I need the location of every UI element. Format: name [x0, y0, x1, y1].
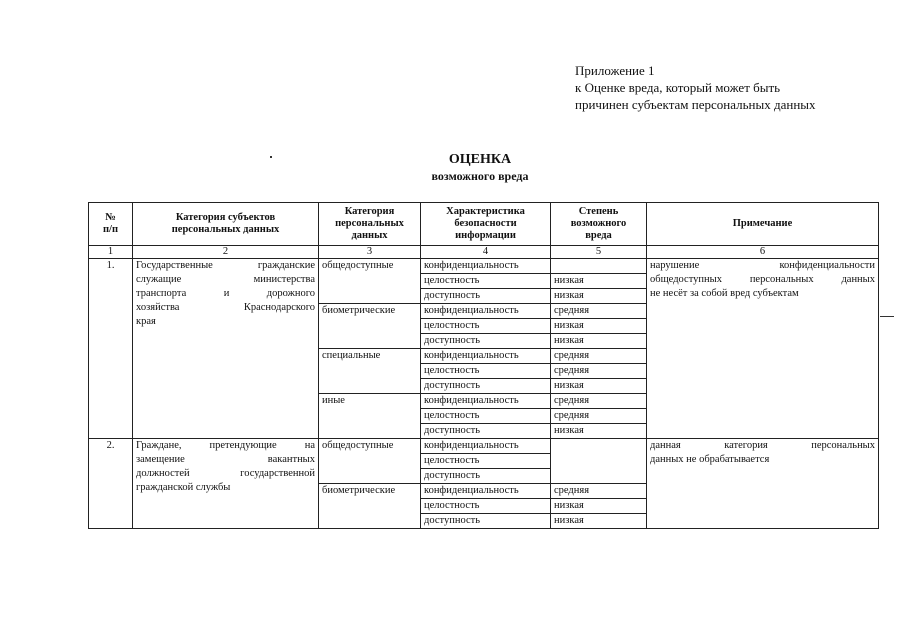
note-line: не несёт за собой вред субъектам: [650, 288, 799, 299]
header-category: [319, 203, 421, 246]
row-number: 1.: [89, 259, 133, 439]
security-characteristic: доступность: [421, 379, 551, 394]
security-characteristic: конфиденциальность: [421, 484, 551, 499]
table-header-row: [89, 203, 879, 246]
appendix-line-3: причинен субъектам персональных данных: [575, 97, 816, 112]
data-category: общедоступные: [319, 259, 421, 304]
harm-degree: низкая: [551, 289, 647, 304]
security-characteristic: целостность: [421, 409, 551, 424]
harm-degree: [551, 439, 647, 484]
security-characteristic: доступность: [421, 289, 551, 304]
harm-degree: низкая: [551, 319, 647, 334]
header-degree: [551, 203, 647, 246]
subject-line: Граждане, претендующие на: [136, 440, 315, 451]
security-characteristic: целостность: [421, 274, 551, 289]
column-number: 5: [551, 246, 647, 259]
harm-degree: средняя: [551, 304, 647, 319]
subject-line: хозяйства Краснодарского: [136, 302, 315, 313]
harm-degree: низкая: [551, 379, 647, 394]
header-characteristic: [421, 203, 551, 246]
column-number: 1: [89, 246, 133, 259]
data-category: биометрические: [319, 304, 421, 349]
subject-line: должностей государственной: [136, 468, 315, 479]
header-characteristic-line: Характеристика: [446, 206, 525, 217]
security-characteristic: целостность: [421, 364, 551, 379]
header-category-line: данных: [351, 230, 388, 241]
harm-degree: средняя: [551, 364, 647, 379]
security-characteristic: целостность: [421, 499, 551, 514]
appendix-header: [575, 62, 816, 113]
note-line: данных не обрабатывается: [650, 454, 770, 465]
note: [647, 259, 879, 439]
harm-degree: средняя: [551, 349, 647, 364]
security-characteristic: доступность: [421, 514, 551, 529]
harm-degree: средняя: [551, 484, 647, 499]
header-category-line: Категория: [344, 206, 395, 217]
appendix-line-1: Приложение 1: [575, 63, 655, 78]
note-line: общедоступных персональных данных: [650, 274, 875, 285]
header-characteristic-line: информации: [455, 230, 516, 241]
security-characteristic: конфиденциальность: [421, 304, 551, 319]
header-degree-line: вреда: [585, 230, 612, 241]
subject-line: служащие министерства: [136, 274, 315, 285]
title-sub: возможного вреда: [431, 169, 529, 183]
security-characteristic: доступность: [421, 424, 551, 439]
data-category: биометрические: [319, 484, 421, 529]
header-num: [89, 203, 133, 246]
harm-degree: [551, 259, 647, 274]
harm-degree: низкая: [551, 334, 647, 349]
subject-line: края: [136, 316, 156, 327]
data-category: иные: [319, 394, 421, 439]
security-characteristic: целостность: [421, 319, 551, 334]
security-characteristic: конфиденциальность: [421, 394, 551, 409]
security-characteristic: целостность: [421, 454, 551, 469]
header-degree-line: Степень: [578, 206, 619, 217]
note: [647, 439, 879, 529]
harm-degree: низкая: [551, 424, 647, 439]
header-degree-line: возможного: [570, 218, 627, 229]
subject-line: Государственные гражданские: [136, 260, 315, 271]
subject-category: [133, 439, 319, 529]
harm-degree: низкая: [551, 514, 647, 529]
column-number-row: [89, 246, 879, 259]
security-characteristic: конфиденциальность: [421, 439, 551, 454]
data-category: специальные: [319, 349, 421, 394]
row-number: 2.: [89, 439, 133, 529]
table-row: [89, 259, 879, 274]
data-category: общедоступные: [319, 439, 421, 484]
header-note-line: Примечание: [732, 218, 793, 229]
subject-line: гражданской службы: [136, 482, 231, 493]
harm-degree: средняя: [551, 409, 647, 424]
header-subject-line: персональных данных: [171, 224, 280, 235]
harm-degree: низкая: [551, 274, 647, 289]
header-subject-line: Категория субъектов: [175, 212, 276, 223]
harm-degree: средняя: [551, 394, 647, 409]
subject-line: замещение вакантных: [136, 454, 315, 465]
table-row: [89, 439, 879, 454]
scan-speck: [270, 156, 272, 158]
header-characteristic-line: безопасности: [454, 218, 517, 229]
header-note: [647, 203, 879, 246]
column-number: 3: [319, 246, 421, 259]
note-line: данная категория персональных: [650, 440, 875, 451]
header-category-line: персональных: [335, 218, 404, 229]
subject-category: [133, 259, 319, 439]
note-line: нарушение конфиденциальности: [650, 260, 875, 271]
subject-line: транспорта и дорожного: [136, 288, 315, 299]
column-number: 6: [647, 246, 879, 259]
column-number: 2: [133, 246, 319, 259]
document-title: [380, 152, 580, 184]
header-num-line: №: [105, 212, 116, 223]
header-subject: [133, 203, 319, 246]
security-characteristic: конфиденциальность: [421, 259, 551, 274]
security-characteristic: доступность: [421, 334, 551, 349]
scan-mark: [880, 316, 894, 317]
security-characteristic: конфиденциальность: [421, 349, 551, 364]
title-main: ОЦЕНКА: [448, 152, 512, 167]
header-num-line: п/п: [102, 224, 119, 235]
harm-degree: низкая: [551, 499, 647, 514]
appendix-line-2: к Оценке вреда, который может быть: [575, 80, 781, 95]
harm-assessment-table: [88, 202, 879, 529]
column-number: 4: [421, 246, 551, 259]
security-characteristic: доступность: [421, 469, 551, 484]
